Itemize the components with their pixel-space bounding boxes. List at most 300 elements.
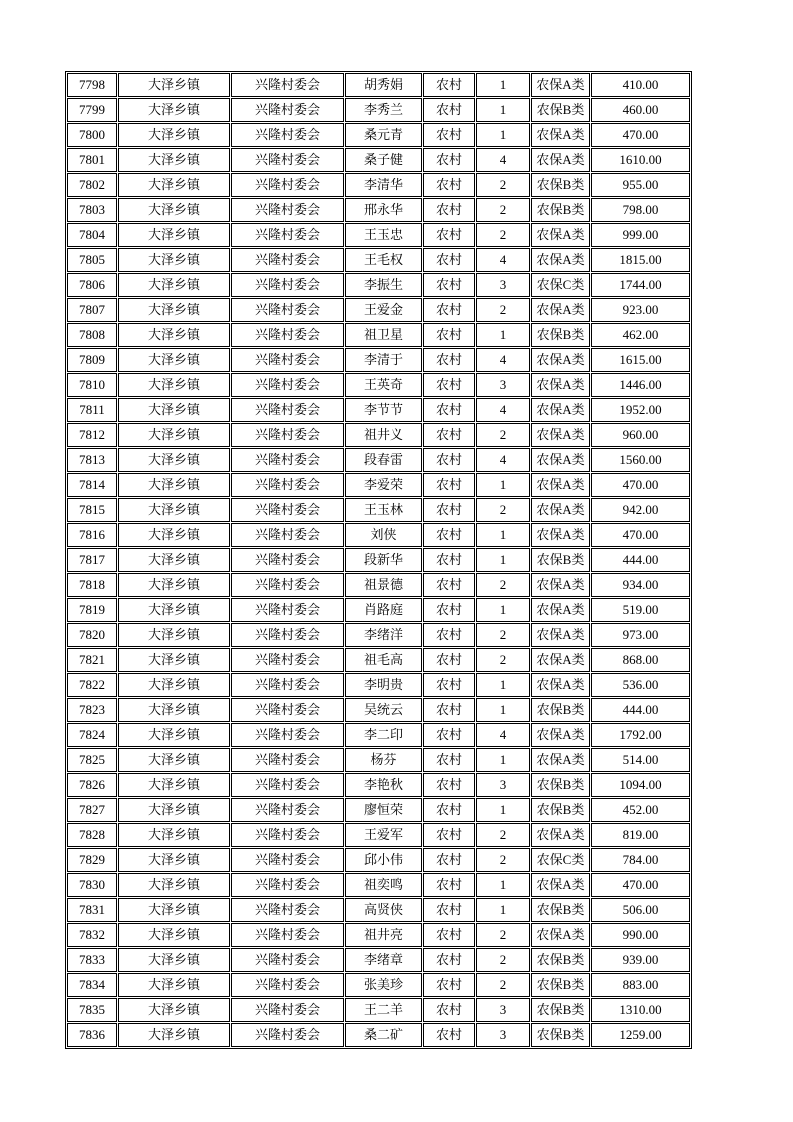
cell-village-committee: 兴隆村委会 (231, 198, 344, 222)
cell-insurance-category: 农保A类 (531, 648, 590, 672)
table-row (67, 948, 690, 972)
cell-record-id: 7826 (67, 773, 117, 797)
cell-town: 大泽乡镇 (118, 373, 230, 397)
cell-person-count: 1 (476, 548, 530, 572)
cell-amount: 470.00 (591, 873, 690, 897)
cell-insurance-category: 农保B类 (531, 1023, 590, 1047)
cell-person-name: 段新华 (345, 548, 422, 572)
cell-town: 大泽乡镇 (118, 973, 230, 997)
cell-record-id: 7801 (67, 148, 117, 172)
cell-residence-type: 农村 (423, 848, 475, 872)
cell-amount: 1094.00 (591, 773, 690, 797)
cell-person-name: 李绪章 (345, 948, 422, 972)
cell-town: 大泽乡镇 (118, 423, 230, 447)
cell-residence-type: 农村 (423, 1023, 475, 1047)
table-row (67, 398, 690, 422)
cell-person-count: 2 (476, 923, 530, 947)
cell-residence-type: 农村 (423, 998, 475, 1022)
cell-residence-type: 农村 (423, 723, 475, 747)
cell-residence-type: 农村 (423, 823, 475, 847)
cell-person-count: 1 (476, 523, 530, 547)
cell-town: 大泽乡镇 (118, 648, 230, 672)
cell-record-id: 7806 (67, 273, 117, 297)
cell-village-committee: 兴隆村委会 (231, 223, 344, 247)
cell-person-count: 1 (476, 873, 530, 897)
cell-record-id: 7822 (67, 673, 117, 697)
cell-town: 大泽乡镇 (118, 748, 230, 772)
cell-person-count: 1 (476, 73, 530, 97)
cell-record-id: 7819 (67, 598, 117, 622)
cell-amount: 470.00 (591, 523, 690, 547)
cell-residence-type: 农村 (423, 398, 475, 422)
cell-village-committee: 兴隆村委会 (231, 648, 344, 672)
cell-village-committee: 兴隆村委会 (231, 898, 344, 922)
cell-amount: 444.00 (591, 698, 690, 722)
cell-record-id: 7824 (67, 723, 117, 747)
cell-town: 大泽乡镇 (118, 323, 230, 347)
cell-village-committee: 兴隆村委会 (231, 448, 344, 472)
cell-person-name: 王毛权 (345, 248, 422, 272)
table-row (67, 248, 690, 272)
cell-village-committee: 兴隆村委会 (231, 798, 344, 822)
cell-person-count: 1 (476, 798, 530, 822)
table-row (67, 273, 690, 297)
cell-town: 大泽乡镇 (118, 898, 230, 922)
table-row (67, 723, 690, 747)
cell-record-id: 7812 (67, 423, 117, 447)
cell-town: 大泽乡镇 (118, 123, 230, 147)
cell-insurance-category: 农保A类 (531, 598, 590, 622)
cell-village-committee: 兴隆村委会 (231, 573, 344, 597)
cell-record-id: 7799 (67, 98, 117, 122)
table-row (67, 548, 690, 572)
cell-village-committee: 兴隆村委会 (231, 298, 344, 322)
cell-person-count: 2 (476, 573, 530, 597)
cell-person-count: 1 (476, 698, 530, 722)
cell-residence-type: 农村 (423, 173, 475, 197)
cell-village-committee: 兴隆村委会 (231, 748, 344, 772)
cell-amount: 410.00 (591, 73, 690, 97)
cell-village-committee: 兴隆村委会 (231, 498, 344, 522)
cell-person-count: 3 (476, 998, 530, 1022)
cell-residence-type: 农村 (423, 423, 475, 447)
cell-record-id: 7835 (67, 998, 117, 1022)
cell-village-committee: 兴隆村委会 (231, 823, 344, 847)
cell-residence-type: 农村 (423, 373, 475, 397)
cell-amount: 798.00 (591, 198, 690, 222)
cell-record-id: 7816 (67, 523, 117, 547)
cell-record-id: 7829 (67, 848, 117, 872)
cell-person-name: 王二羊 (345, 998, 422, 1022)
cell-insurance-category: 农保B类 (531, 198, 590, 222)
cell-village-committee: 兴隆村委会 (231, 873, 344, 897)
cell-person-count: 1 (476, 898, 530, 922)
cell-insurance-category: 农保A类 (531, 123, 590, 147)
cell-town: 大泽乡镇 (118, 998, 230, 1022)
cell-town: 大泽乡镇 (118, 948, 230, 972)
cell-insurance-category: 农保B类 (531, 973, 590, 997)
cell-village-committee: 兴隆村委会 (231, 473, 344, 497)
cell-insurance-category: 农保C类 (531, 273, 590, 297)
cell-person-count: 2 (476, 423, 530, 447)
cell-record-id: 7811 (67, 398, 117, 422)
cell-person-name: 李清于 (345, 348, 422, 372)
cell-amount: 462.00 (591, 323, 690, 347)
cell-town: 大泽乡镇 (118, 548, 230, 572)
cell-person-name: 王英奇 (345, 373, 422, 397)
cell-person-name: 桑元青 (345, 123, 422, 147)
cell-amount: 1744.00 (591, 273, 690, 297)
cell-person-name: 祖景德 (345, 573, 422, 597)
cell-person-name: 高贤侠 (345, 898, 422, 922)
cell-insurance-category: 农保A类 (531, 248, 590, 272)
cell-amount: 1446.00 (591, 373, 690, 397)
table-row (67, 848, 690, 872)
cell-insurance-category: 农保B类 (531, 698, 590, 722)
cell-record-id: 7798 (67, 73, 117, 97)
cell-village-committee: 兴隆村委会 (231, 698, 344, 722)
table-row (67, 698, 690, 722)
cell-person-name: 李爱荣 (345, 473, 422, 497)
cell-residence-type: 农村 (423, 798, 475, 822)
cell-town: 大泽乡镇 (118, 723, 230, 747)
cell-record-id: 7802 (67, 173, 117, 197)
cell-amount: 1560.00 (591, 448, 690, 472)
cell-record-id: 7828 (67, 823, 117, 847)
cell-village-committee: 兴隆村委会 (231, 773, 344, 797)
cell-insurance-category: 农保A类 (531, 448, 590, 472)
cell-record-id: 7813 (67, 448, 117, 472)
cell-amount: 514.00 (591, 748, 690, 772)
cell-village-committee: 兴隆村委会 (231, 173, 344, 197)
cell-person-name: 肖路庭 (345, 598, 422, 622)
table-row (67, 223, 690, 247)
cell-person-count: 2 (476, 973, 530, 997)
cell-village-committee: 兴隆村委会 (231, 598, 344, 622)
cell-village-committee: 兴隆村委会 (231, 98, 344, 122)
cell-residence-type: 农村 (423, 323, 475, 347)
cell-village-committee: 兴隆村委会 (231, 123, 344, 147)
cell-residence-type: 农村 (423, 598, 475, 622)
cell-residence-type: 农村 (423, 773, 475, 797)
cell-insurance-category: 农保A类 (531, 373, 590, 397)
cell-record-id: 7825 (67, 748, 117, 772)
table-row (67, 973, 690, 997)
cell-residence-type: 农村 (423, 348, 475, 372)
cell-town: 大泽乡镇 (118, 148, 230, 172)
cell-amount: 883.00 (591, 973, 690, 997)
cell-person-count: 4 (476, 348, 530, 372)
cell-residence-type: 农村 (423, 498, 475, 522)
cell-amount: 1259.00 (591, 1023, 690, 1047)
cell-town: 大泽乡镇 (118, 273, 230, 297)
cell-town: 大泽乡镇 (118, 173, 230, 197)
cell-town: 大泽乡镇 (118, 598, 230, 622)
table-row (67, 198, 690, 222)
cell-person-name: 王爱军 (345, 823, 422, 847)
cell-person-name: 张美珍 (345, 973, 422, 997)
table-row (67, 923, 690, 947)
cell-village-committee: 兴隆村委会 (231, 998, 344, 1022)
cell-residence-type: 农村 (423, 273, 475, 297)
cell-town: 大泽乡镇 (118, 698, 230, 722)
cell-insurance-category: 农保B类 (531, 323, 590, 347)
cell-person-name: 李清华 (345, 173, 422, 197)
cell-insurance-category: 农保B类 (531, 548, 590, 572)
cell-town: 大泽乡镇 (118, 823, 230, 847)
cell-person-name: 胡秀娟 (345, 73, 422, 97)
cell-insurance-category: 农保B类 (531, 798, 590, 822)
table-row (67, 448, 690, 472)
cell-person-count: 1 (476, 123, 530, 147)
cell-amount: 934.00 (591, 573, 690, 597)
cell-town: 大泽乡镇 (118, 1023, 230, 1047)
cell-person-count: 2 (476, 198, 530, 222)
table-row (67, 348, 690, 372)
cell-record-id: 7823 (67, 698, 117, 722)
cell-amount: 1310.00 (591, 998, 690, 1022)
cell-record-id: 7831 (67, 898, 117, 922)
cell-person-name: 王玉林 (345, 498, 422, 522)
cell-person-name: 王爱金 (345, 298, 422, 322)
table-row (67, 773, 690, 797)
cell-insurance-category: 农保A类 (531, 423, 590, 447)
cell-record-id: 7834 (67, 973, 117, 997)
table-row (67, 323, 690, 347)
cell-person-name: 廖恒荣 (345, 798, 422, 822)
cell-residence-type: 农村 (423, 198, 475, 222)
cell-person-name: 刘侠 (345, 523, 422, 547)
cell-record-id: 7814 (67, 473, 117, 497)
cell-insurance-category: 农保A类 (531, 623, 590, 647)
table-row (67, 648, 690, 672)
cell-record-id: 7803 (67, 198, 117, 222)
cell-insurance-category: 农保A类 (531, 298, 590, 322)
cell-amount: 536.00 (591, 673, 690, 697)
cell-insurance-category: 农保B类 (531, 98, 590, 122)
cell-village-committee: 兴隆村委会 (231, 848, 344, 872)
cell-residence-type: 农村 (423, 648, 475, 672)
cell-person-count: 4 (476, 448, 530, 472)
table-row (67, 573, 690, 597)
cell-person-count: 4 (476, 248, 530, 272)
cell-person-name: 段春雷 (345, 448, 422, 472)
cell-residence-type: 农村 (423, 623, 475, 647)
cell-person-name: 李明贵 (345, 673, 422, 697)
cell-amount: 470.00 (591, 473, 690, 497)
cell-person-count: 1 (476, 598, 530, 622)
cell-town: 大泽乡镇 (118, 923, 230, 947)
cell-person-count: 3 (476, 773, 530, 797)
cell-village-committee: 兴隆村委会 (231, 973, 344, 997)
cell-village-committee: 兴隆村委会 (231, 323, 344, 347)
cell-residence-type: 农村 (423, 473, 475, 497)
cell-record-id: 7809 (67, 348, 117, 372)
cell-insurance-category: 农保A类 (531, 498, 590, 522)
cell-person-name: 祖卫星 (345, 323, 422, 347)
cell-person-name: 李节节 (345, 398, 422, 422)
cell-residence-type: 农村 (423, 548, 475, 572)
cell-record-id: 7830 (67, 873, 117, 897)
cell-village-committee: 兴隆村委会 (231, 148, 344, 172)
cell-person-name: 李二印 (345, 723, 422, 747)
cell-person-count: 2 (476, 298, 530, 322)
cell-amount: 923.00 (591, 298, 690, 322)
cell-amount: 506.00 (591, 898, 690, 922)
cell-record-id: 7804 (67, 223, 117, 247)
cell-record-id: 7833 (67, 948, 117, 972)
cell-village-committee: 兴隆村委会 (231, 673, 344, 697)
cell-person-count: 2 (476, 223, 530, 247)
cell-village-committee: 兴隆村委会 (231, 73, 344, 97)
cell-person-count: 1 (476, 673, 530, 697)
table-row (67, 73, 690, 97)
table-row (67, 623, 690, 647)
cell-insurance-category: 农保C类 (531, 848, 590, 872)
cell-record-id: 7810 (67, 373, 117, 397)
cell-insurance-category: 农保B类 (531, 173, 590, 197)
cell-insurance-category: 农保A类 (531, 73, 590, 97)
table-row (67, 373, 690, 397)
cell-insurance-category: 农保A类 (531, 148, 590, 172)
cell-town: 大泽乡镇 (118, 198, 230, 222)
cell-record-id: 7817 (67, 548, 117, 572)
cell-person-name: 邢永华 (345, 198, 422, 222)
table-row (67, 873, 690, 897)
cell-town: 大泽乡镇 (118, 473, 230, 497)
cell-residence-type: 农村 (423, 898, 475, 922)
cell-town: 大泽乡镇 (118, 773, 230, 797)
cell-town: 大泽乡镇 (118, 873, 230, 897)
cell-insurance-category: 农保A类 (531, 348, 590, 372)
cell-person-count: 3 (476, 373, 530, 397)
cell-village-committee: 兴隆村委会 (231, 423, 344, 447)
cell-residence-type: 农村 (423, 223, 475, 247)
cell-village-committee: 兴隆村委会 (231, 248, 344, 272)
table-row (67, 898, 690, 922)
cell-person-count: 3 (476, 1023, 530, 1047)
cell-record-id: 7820 (67, 623, 117, 647)
cell-town: 大泽乡镇 (118, 223, 230, 247)
table-row (67, 798, 690, 822)
cell-residence-type: 农村 (423, 698, 475, 722)
cell-amount: 819.00 (591, 823, 690, 847)
cell-residence-type: 农村 (423, 673, 475, 697)
cell-town: 大泽乡镇 (118, 73, 230, 97)
table-row (67, 423, 690, 447)
table-row (67, 473, 690, 497)
cell-record-id: 7821 (67, 648, 117, 672)
cell-insurance-category: 农保B类 (531, 773, 590, 797)
cell-town: 大泽乡镇 (118, 448, 230, 472)
cell-amount: 452.00 (591, 798, 690, 822)
table-row (67, 148, 690, 172)
cell-town: 大泽乡镇 (118, 348, 230, 372)
cell-residence-type: 农村 (423, 923, 475, 947)
cell-amount: 1610.00 (591, 148, 690, 172)
cell-insurance-category: 农保A类 (531, 523, 590, 547)
records-table (65, 71, 692, 1049)
cell-person-name: 邱小伟 (345, 848, 422, 872)
cell-insurance-category: 农保A类 (531, 573, 590, 597)
cell-amount: 784.00 (591, 848, 690, 872)
cell-village-committee: 兴隆村委会 (231, 623, 344, 647)
cell-insurance-category: 农保A类 (531, 723, 590, 747)
cell-person-count: 2 (476, 498, 530, 522)
cell-amount: 470.00 (591, 123, 690, 147)
cell-residence-type: 农村 (423, 248, 475, 272)
table-row (67, 523, 690, 547)
cell-amount: 942.00 (591, 498, 690, 522)
cell-town: 大泽乡镇 (118, 798, 230, 822)
cell-residence-type: 农村 (423, 123, 475, 147)
cell-person-count: 2 (476, 623, 530, 647)
cell-person-name: 吴统云 (345, 698, 422, 722)
cell-record-id: 7827 (67, 798, 117, 822)
cell-residence-type: 农村 (423, 148, 475, 172)
cell-residence-type: 农村 (423, 748, 475, 772)
cell-person-name: 祖毛高 (345, 648, 422, 672)
records-table-body (67, 73, 690, 1047)
cell-insurance-category: 农保B类 (531, 898, 590, 922)
cell-town: 大泽乡镇 (118, 673, 230, 697)
cell-amount: 519.00 (591, 598, 690, 622)
cell-person-count: 2 (476, 648, 530, 672)
cell-town: 大泽乡镇 (118, 498, 230, 522)
cell-record-id: 7818 (67, 573, 117, 597)
cell-person-count: 2 (476, 823, 530, 847)
cell-insurance-category: 农保A类 (531, 748, 590, 772)
cell-insurance-category: 农保A类 (531, 923, 590, 947)
cell-village-committee: 兴隆村委会 (231, 1023, 344, 1047)
cell-person-name: 祖井亮 (345, 923, 422, 947)
table-row (67, 673, 690, 697)
table-row (67, 998, 690, 1022)
table-row (67, 1023, 690, 1047)
table-row (67, 598, 690, 622)
cell-village-committee: 兴隆村委会 (231, 398, 344, 422)
cell-person-name: 李绪洋 (345, 623, 422, 647)
cell-amount: 1952.00 (591, 398, 690, 422)
cell-person-count: 2 (476, 848, 530, 872)
table-row (67, 823, 690, 847)
cell-town: 大泽乡镇 (118, 623, 230, 647)
cell-person-name: 祖井义 (345, 423, 422, 447)
cell-record-id: 7808 (67, 323, 117, 347)
cell-amount: 444.00 (591, 548, 690, 572)
cell-insurance-category: 农保B类 (531, 998, 590, 1022)
cell-village-committee: 兴隆村委会 (231, 723, 344, 747)
cell-town: 大泽乡镇 (118, 398, 230, 422)
cell-amount: 973.00 (591, 623, 690, 647)
cell-person-name: 李艳秋 (345, 773, 422, 797)
cell-residence-type: 农村 (423, 873, 475, 897)
cell-person-count: 4 (476, 398, 530, 422)
cell-residence-type: 农村 (423, 523, 475, 547)
cell-person-count: 1 (476, 748, 530, 772)
cell-person-name: 桑二矿 (345, 1023, 422, 1047)
cell-person-name: 祖奕鸣 (345, 873, 422, 897)
cell-residence-type: 农村 (423, 573, 475, 597)
cell-person-name: 王玉忠 (345, 223, 422, 247)
cell-town: 大泽乡镇 (118, 298, 230, 322)
cell-residence-type: 农村 (423, 448, 475, 472)
cell-person-count: 2 (476, 948, 530, 972)
cell-person-count: 1 (476, 473, 530, 497)
cell-residence-type: 农村 (423, 973, 475, 997)
cell-person-count: 2 (476, 173, 530, 197)
cell-amount: 999.00 (591, 223, 690, 247)
